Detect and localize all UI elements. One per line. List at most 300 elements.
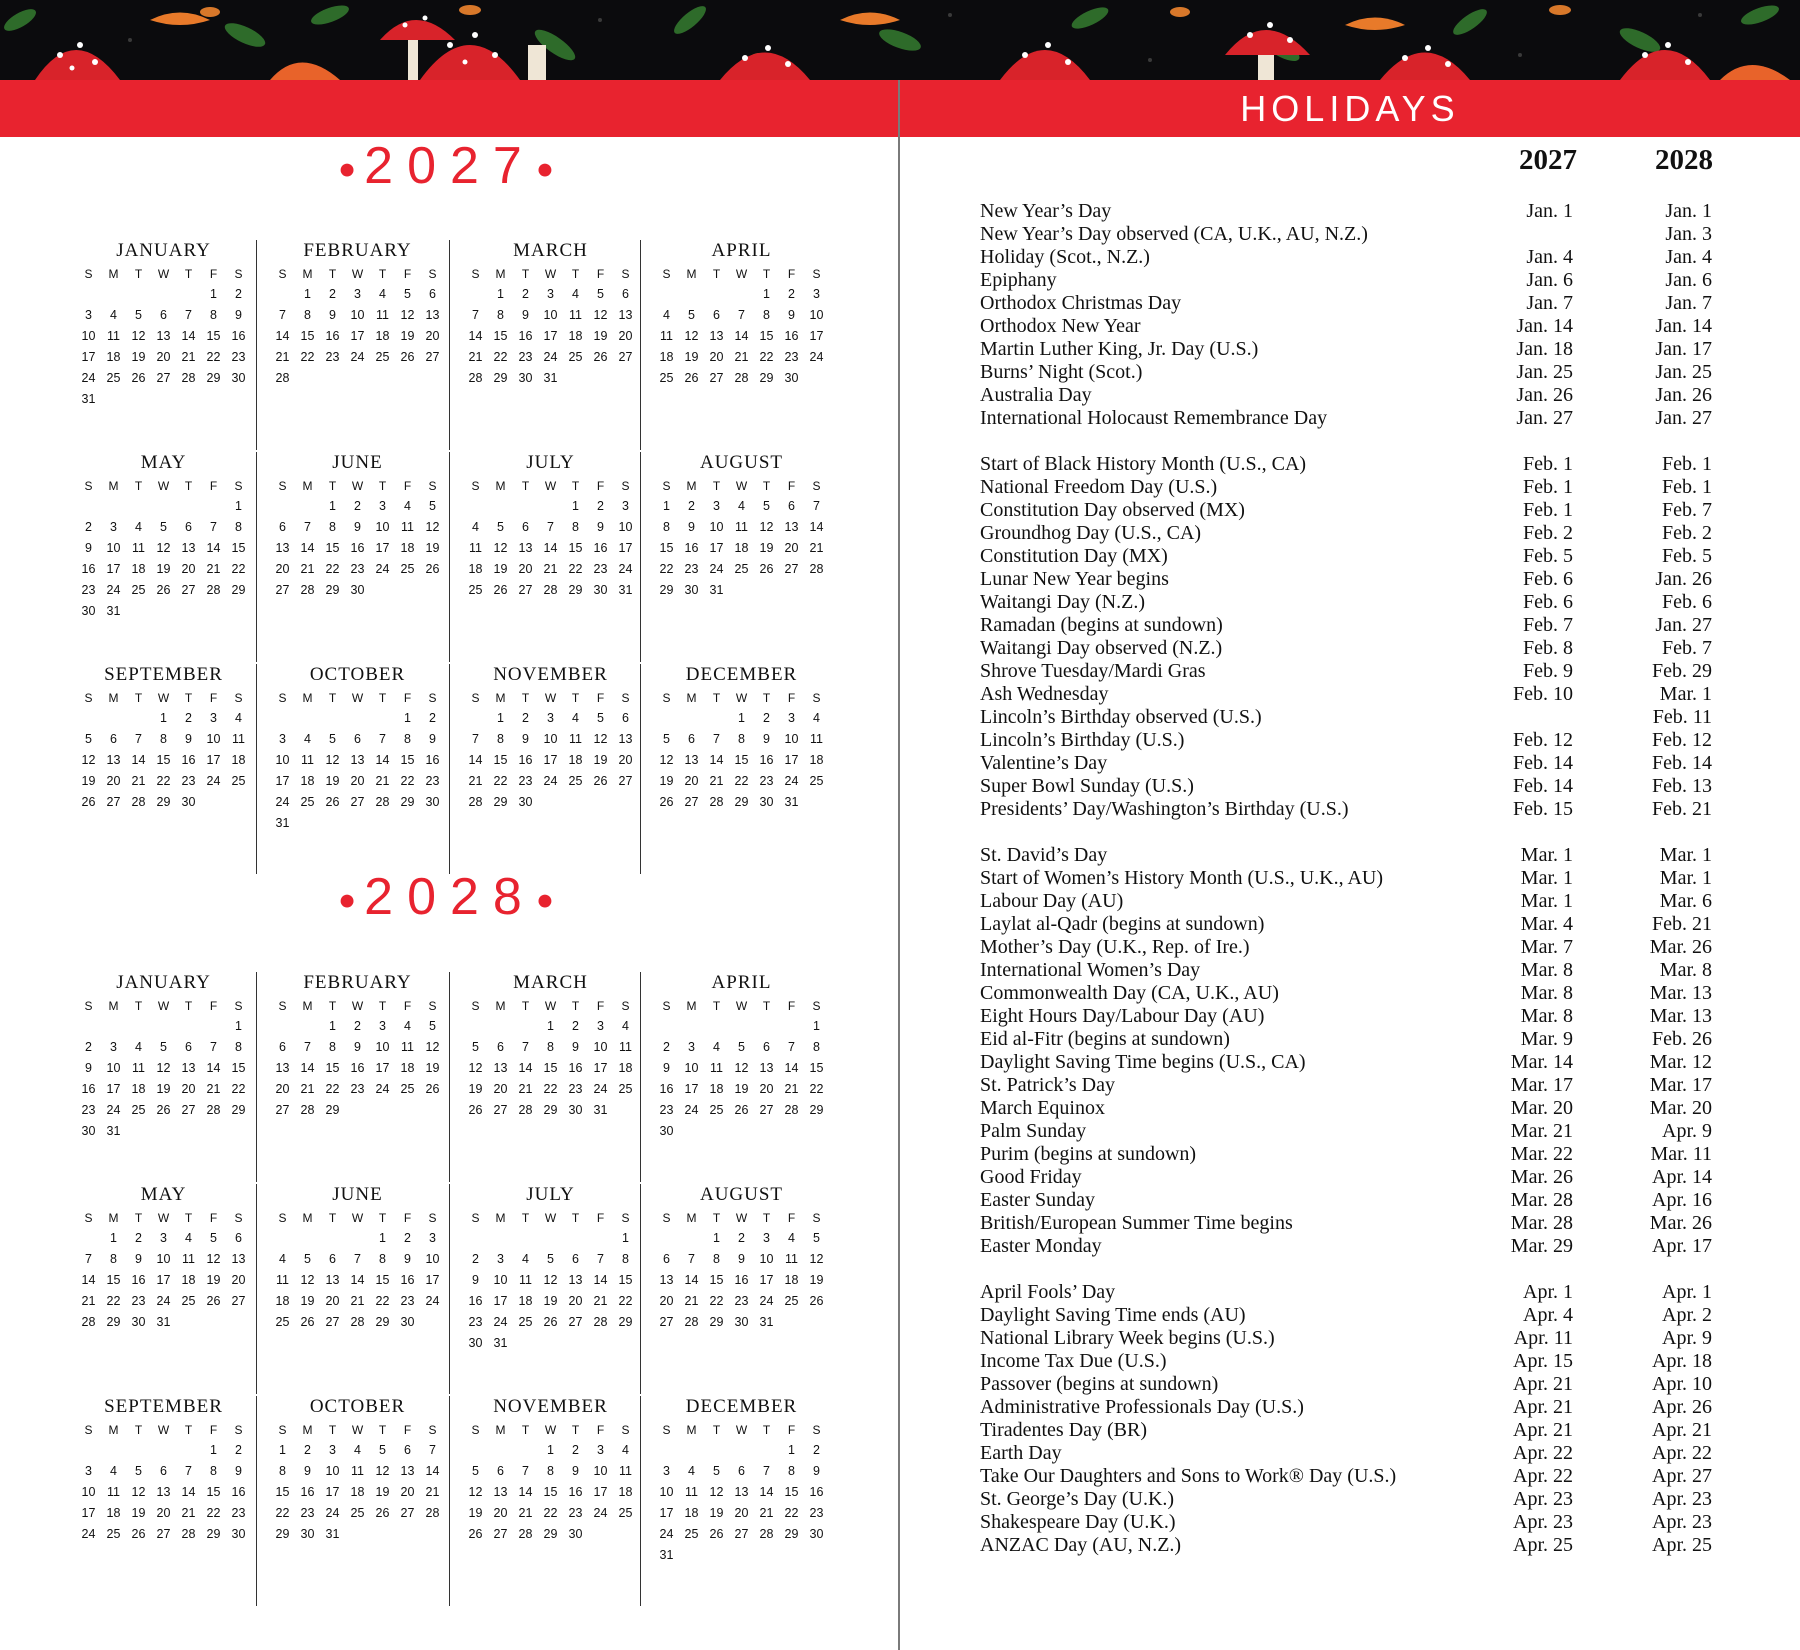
day-cell: 7 xyxy=(763,1464,770,1478)
day-cell xyxy=(370,1524,395,1545)
day-cell: 3 xyxy=(663,1464,670,1478)
weekday-label: S xyxy=(812,1211,821,1225)
day-cell: 27 xyxy=(156,1527,171,1541)
day-cell: 10 xyxy=(81,329,96,343)
week-row xyxy=(654,729,829,750)
day-cell: 7 xyxy=(688,1252,695,1266)
day-cell: 28 xyxy=(350,1315,365,1329)
day-cell: 22 xyxy=(493,350,508,364)
day-cell: 2 xyxy=(738,1231,745,1245)
day-cell: 28 xyxy=(206,583,221,597)
day-cell: 28 xyxy=(518,1103,533,1117)
week-row xyxy=(463,1482,638,1503)
day-cell: 4 xyxy=(622,1019,629,1033)
calendar-row xyxy=(76,970,826,1182)
day-cell: 24 xyxy=(593,1506,608,1520)
day-cell: 6 xyxy=(160,1464,167,1478)
week-row xyxy=(270,1270,445,1291)
day-cell: 20 xyxy=(181,562,196,576)
week-row xyxy=(270,1461,445,1482)
day-cell: 8 xyxy=(622,1252,629,1266)
day-cell xyxy=(201,1016,226,1037)
holiday-date-2028: Jan. 27 xyxy=(1655,407,1712,429)
weekday-label: F xyxy=(209,267,218,281)
month-february xyxy=(270,970,445,1182)
weekday-label: T xyxy=(184,479,193,493)
weekday-label: T xyxy=(521,267,530,281)
day-cell xyxy=(513,1333,538,1354)
day-cell: 12 xyxy=(156,1061,171,1075)
day-cell: 2 xyxy=(85,520,92,534)
holiday-date-2027: Apr. 15 xyxy=(1513,1350,1573,1372)
day-cell: 11 xyxy=(276,1273,289,1287)
day-cell: 22 xyxy=(275,1506,290,1520)
day-cell: 2 xyxy=(354,499,361,513)
day-cell: 28 xyxy=(425,1506,440,1520)
day-cell: 16 xyxy=(81,1082,96,1096)
day-cell: 26 xyxy=(300,1315,315,1329)
weekday-label: M xyxy=(302,267,313,281)
week-row xyxy=(76,1037,251,1058)
month-march xyxy=(463,238,638,450)
weekday-label: W xyxy=(157,691,170,705)
weekday-label: S xyxy=(428,479,437,493)
day-cell: 14 xyxy=(206,1061,221,1075)
bullet-icon: ● xyxy=(535,152,562,186)
day-cell xyxy=(226,601,251,622)
week-row xyxy=(76,1249,251,1270)
weekday-label: W xyxy=(735,999,748,1013)
day-cell: 17 xyxy=(350,329,365,343)
weekday-label: S xyxy=(234,1423,243,1437)
day-cell xyxy=(804,1312,829,1333)
holiday-name: Groundhog Day (U.S., CA) xyxy=(980,522,1202,544)
week-row xyxy=(270,1058,445,1079)
day-cell: 6 xyxy=(279,1040,286,1054)
day-cell: 28 xyxy=(468,795,483,809)
weekday-label: T xyxy=(328,267,337,281)
day-cell: 10 xyxy=(618,520,633,534)
day-cell: 5 xyxy=(329,732,336,746)
day-cell: 11 xyxy=(569,732,582,746)
day-cell xyxy=(101,284,126,305)
day-cell: 25 xyxy=(231,774,246,788)
weekday-label: S xyxy=(621,1211,630,1225)
day-cell: 7 xyxy=(472,308,479,322)
day-cell: 26 xyxy=(131,1527,146,1541)
day-cell: 19 xyxy=(543,1294,558,1308)
day-cell xyxy=(126,1440,151,1461)
day-cell xyxy=(704,708,729,729)
day-cell: 9 xyxy=(597,520,604,534)
day-cell xyxy=(395,368,420,389)
month-november xyxy=(463,662,638,874)
day-cell xyxy=(320,813,345,834)
day-cell: 30 xyxy=(300,1527,315,1541)
week-row xyxy=(76,729,251,750)
week-row xyxy=(270,813,445,834)
day-cell: 7 xyxy=(713,732,720,746)
day-cell xyxy=(679,1016,704,1037)
day-cell: 18 xyxy=(350,1485,365,1499)
day-cell: 28 xyxy=(468,371,483,385)
holiday-date-2027: Mar. 8 xyxy=(1520,959,1573,981)
day-cell: 18 xyxy=(231,753,246,767)
holiday-date-2027: Apr. 21 xyxy=(1513,1373,1573,1395)
weekday-label: S xyxy=(278,479,287,493)
weekday-header xyxy=(463,1208,638,1228)
day-cell: 7 xyxy=(597,1252,604,1266)
day-cell: 1 xyxy=(622,1231,629,1245)
weekday-label: S xyxy=(278,999,287,1013)
holiday-date-2028: Jan. 26 xyxy=(1655,568,1712,590)
holiday-name: New Year’s Day xyxy=(980,200,1112,222)
week-row xyxy=(76,1058,251,1079)
day-cell: 19 xyxy=(734,1082,749,1096)
day-cell: 5 xyxy=(379,1443,386,1457)
day-cell: 6 xyxy=(763,1040,770,1054)
month-divider xyxy=(640,452,641,662)
holiday-date-2028: Feb. 13 xyxy=(1652,775,1712,797)
day-cell xyxy=(201,496,226,517)
day-cell: 23 xyxy=(809,1506,824,1520)
day-cell: 6 xyxy=(738,1464,745,1478)
day-cell: 23 xyxy=(759,774,774,788)
day-cell: 29 xyxy=(206,1527,221,1541)
day-cell: 2 xyxy=(354,1019,361,1033)
day-cell: 10 xyxy=(206,732,221,746)
holiday-row xyxy=(980,936,1720,959)
day-cell: 18 xyxy=(131,562,146,576)
weekday-label: F xyxy=(209,999,218,1013)
day-cell xyxy=(76,496,101,517)
day-cell: 3 xyxy=(429,1231,436,1245)
weekday-label: S xyxy=(428,999,437,1013)
day-cell: 2 xyxy=(788,287,795,301)
week-row xyxy=(270,1016,445,1037)
day-cell: 3 xyxy=(210,711,217,725)
day-cell: 31 xyxy=(106,1124,121,1138)
month-divider xyxy=(449,1184,450,1394)
holiday-name: Lincoln’s Birthday (U.S.) xyxy=(980,729,1185,751)
day-cell: 4 xyxy=(135,520,142,534)
day-cell xyxy=(101,496,126,517)
day-cell: 24 xyxy=(709,562,724,576)
holiday-date-2028: Mar. 11 xyxy=(1650,1143,1712,1165)
day-cell: 22 xyxy=(809,1082,824,1096)
weekday-label: T xyxy=(521,1423,530,1437)
weekday-label: M xyxy=(108,1423,119,1437)
holiday-row xyxy=(980,867,1720,890)
day-cell: 27 xyxy=(734,1527,749,1541)
holiday-date-2028: Mar. 6 xyxy=(1659,890,1712,912)
day-cell: 3 xyxy=(497,1252,504,1266)
holiday-date-2027: Mar. 1 xyxy=(1520,890,1573,912)
day-cell: 14 xyxy=(468,753,483,767)
day-cell: 22 xyxy=(493,774,508,788)
day-cell: 31 xyxy=(659,1548,674,1562)
month-march xyxy=(463,970,638,1182)
weekday-label: F xyxy=(403,1423,412,1437)
holiday-date-2028: Feb. 26 xyxy=(1652,1028,1712,1050)
day-cell: 14 xyxy=(518,1485,533,1499)
day-cell: 25 xyxy=(181,1294,196,1308)
day-cell: 10 xyxy=(325,1464,340,1478)
day-cell: 16 xyxy=(784,329,799,343)
week-row xyxy=(270,771,445,792)
day-cell: 2 xyxy=(688,499,695,513)
year-label: 2028 xyxy=(364,868,536,926)
holiday-row xyxy=(980,1511,1720,1534)
day-cell: 8 xyxy=(110,1252,117,1266)
holiday-date-2028: Apr. 1 xyxy=(1662,1281,1712,1303)
holiday-date-2027: Apr. 22 xyxy=(1513,1442,1573,1464)
day-cell: 27 xyxy=(275,1103,290,1117)
day-cell: 15 xyxy=(275,1485,290,1499)
week-row xyxy=(270,559,445,580)
day-cell: 5 xyxy=(472,1464,479,1478)
holiday-name: Easter Sunday xyxy=(980,1189,1095,1211)
weekday-label: S xyxy=(662,691,671,705)
weekday-label: F xyxy=(787,267,796,281)
day-cell: 12 xyxy=(375,1464,390,1478)
holiday-name: National Freedom Day (U.S.) xyxy=(980,476,1218,498)
weekday-label: T xyxy=(571,1423,580,1437)
day-cell: 3 xyxy=(354,287,361,301)
day-cell: 13 xyxy=(425,308,440,322)
day-cell: 4 xyxy=(572,711,579,725)
week-row xyxy=(463,1461,638,1482)
calendar-row xyxy=(76,662,826,874)
weekday-header xyxy=(654,688,829,708)
weekday-label: S xyxy=(278,267,287,281)
day-cell: 19 xyxy=(659,774,674,788)
day-cell: 7 xyxy=(304,520,311,534)
day-cell: 19 xyxy=(425,1061,440,1075)
day-cell xyxy=(588,1524,613,1545)
week-row xyxy=(270,750,445,771)
weekday-label: T xyxy=(378,479,387,493)
day-cell xyxy=(654,1016,679,1037)
day-cell: 18 xyxy=(400,1061,415,1075)
month-divider xyxy=(256,240,257,450)
holiday-row xyxy=(980,1304,1720,1327)
weekday-label: M xyxy=(495,691,506,705)
holiday-name: British/European Summer Time begins xyxy=(980,1212,1293,1234)
holiday-date-2027: Apr. 21 xyxy=(1513,1396,1573,1418)
month-name: JULY xyxy=(526,1184,575,1205)
holiday-date-2028: Feb. 12 xyxy=(1652,729,1712,751)
day-cell xyxy=(513,1440,538,1461)
day-cell xyxy=(295,1228,320,1249)
day-cell: 11 xyxy=(710,1061,723,1075)
day-cell: 25 xyxy=(131,1103,146,1117)
day-cell: 13 xyxy=(734,1485,749,1499)
week-row xyxy=(463,1037,638,1058)
weekday-label: T xyxy=(328,1211,337,1225)
day-cell: 12 xyxy=(400,308,415,322)
weekday-header xyxy=(76,996,251,1016)
day-cell: 6 xyxy=(497,1464,504,1478)
day-cell: 9 xyxy=(304,1464,311,1478)
weekday-label: W xyxy=(351,691,364,705)
holiday-date-2027: Feb. 2 xyxy=(1523,522,1573,544)
week-row xyxy=(654,1228,829,1249)
week-row xyxy=(76,538,251,559)
day-cell: 4 xyxy=(135,1040,142,1054)
day-cell: 29 xyxy=(231,1103,246,1117)
day-cell: 20 xyxy=(156,350,171,364)
week-row xyxy=(654,1058,829,1079)
day-cell: 31 xyxy=(275,816,290,830)
day-cell: 22 xyxy=(734,774,749,788)
month-name: JANUARY xyxy=(116,972,211,993)
week-row xyxy=(463,1503,638,1524)
holiday-name: Australia Day xyxy=(980,384,1092,406)
month-name: SEPTEMBER xyxy=(104,1396,223,1417)
holiday-name: Passover (begins at sundown) xyxy=(980,1373,1219,1395)
weekday-label: T xyxy=(712,1211,721,1225)
day-cell: 15 xyxy=(493,753,508,767)
day-cell: 5 xyxy=(160,520,167,534)
weekday-label: S xyxy=(471,691,480,705)
month-june xyxy=(270,450,445,662)
day-cell: 29 xyxy=(784,1527,799,1541)
day-cell: 28 xyxy=(181,371,196,385)
day-cell: 14 xyxy=(181,1485,196,1499)
day-cell: 26 xyxy=(734,1103,749,1117)
day-cell: 7 xyxy=(135,732,142,746)
day-cell: 23 xyxy=(568,1506,583,1520)
day-cell xyxy=(126,1121,151,1142)
day-cell: 23 xyxy=(518,774,533,788)
week-row xyxy=(654,1121,829,1142)
day-cell: 27 xyxy=(518,583,533,597)
holiday-row xyxy=(980,913,1720,936)
day-cell: 8 xyxy=(235,520,242,534)
day-cell: 4 xyxy=(110,308,117,322)
day-cell xyxy=(679,1121,704,1142)
day-cell: 28 xyxy=(518,1527,533,1541)
day-cell: 5 xyxy=(597,711,604,725)
holiday-date-2028: Feb. 14 xyxy=(1652,752,1712,774)
holiday-date-2027: Feb. 10 xyxy=(1513,683,1573,705)
weekday-label: F xyxy=(403,999,412,1013)
day-cell xyxy=(151,601,176,622)
day-cell: 20 xyxy=(759,1082,774,1096)
day-cell: 27 xyxy=(759,1103,774,1117)
holiday-date-2028: Jan. 14 xyxy=(1655,315,1712,337)
week-row xyxy=(654,1270,829,1291)
day-cell: 8 xyxy=(404,732,411,746)
day-cell: 20 xyxy=(493,1506,508,1520)
month-october xyxy=(270,662,445,874)
day-cell xyxy=(463,708,488,729)
day-cell: 6 xyxy=(713,308,720,322)
day-cell: 14 xyxy=(543,541,558,555)
day-cell: 14 xyxy=(81,1273,96,1287)
day-cell: 16 xyxy=(734,1273,749,1287)
holiday-date-2028: Apr. 27 xyxy=(1652,1465,1712,1487)
day-cell: 29 xyxy=(400,795,415,809)
holiday-date-2028: Apr. 16 xyxy=(1652,1189,1712,1211)
day-cell: 23 xyxy=(518,350,533,364)
weekday-label: S xyxy=(621,999,630,1013)
day-cell: 15 xyxy=(300,329,315,343)
day-cell: 20 xyxy=(734,1506,749,1520)
day-cell: 26 xyxy=(375,1506,390,1520)
day-cell xyxy=(488,1016,513,1037)
day-cell: 5 xyxy=(85,732,92,746)
holiday-row xyxy=(980,292,1720,315)
day-cell: 3 xyxy=(622,499,629,513)
day-cell: 29 xyxy=(543,1103,558,1117)
day-cell: 18 xyxy=(275,1294,290,1308)
day-cell: 16 xyxy=(568,1485,583,1499)
weekday-label: W xyxy=(351,479,364,493)
day-cell: 6 xyxy=(788,499,795,513)
day-cell: 12 xyxy=(468,1485,483,1499)
day-cell xyxy=(151,389,176,410)
day-cell xyxy=(729,1016,754,1037)
day-cell: 5 xyxy=(404,287,411,301)
day-cell: 2 xyxy=(185,711,192,725)
weekday-label: S xyxy=(621,691,630,705)
weekday-label: T xyxy=(762,1211,771,1225)
week-row xyxy=(654,1482,829,1503)
holiday-date-2028: Apr. 23 xyxy=(1652,1488,1712,1510)
holiday-row xyxy=(980,729,1720,752)
day-cell: 10 xyxy=(684,1061,699,1075)
week-row xyxy=(654,1503,829,1524)
holiday-row xyxy=(980,775,1720,798)
day-cell: 24 xyxy=(106,1103,121,1117)
day-cell xyxy=(463,496,488,517)
week-row xyxy=(270,708,445,729)
day-cell: 1 xyxy=(788,1443,795,1457)
day-cell xyxy=(345,1100,370,1121)
holiday-date-2027: Apr. 4 xyxy=(1523,1304,1573,1326)
day-cell: 4 xyxy=(185,1231,192,1245)
month-name: MARCH xyxy=(513,240,588,261)
weekday-label: T xyxy=(184,267,193,281)
day-cell: 1 xyxy=(210,287,217,301)
day-cell: 23 xyxy=(81,583,96,597)
weekday-label: F xyxy=(596,479,605,493)
day-cell: 6 xyxy=(404,1443,411,1457)
weekday-label: M xyxy=(686,691,697,705)
weekday-label: S xyxy=(662,999,671,1013)
day-cell: 8 xyxy=(738,732,745,746)
day-cell: 17 xyxy=(543,753,558,767)
mushroom-pattern-icon xyxy=(0,0,1800,80)
day-cell: 24 xyxy=(543,350,558,364)
weekday-label: W xyxy=(351,1423,364,1437)
day-cell: 28 xyxy=(275,371,290,385)
day-cell: 21 xyxy=(468,774,483,788)
calendar-row xyxy=(76,1394,826,1606)
weekday-label: S xyxy=(84,999,93,1013)
weekday-header xyxy=(463,996,638,1016)
day-cell: 21 xyxy=(759,1506,774,1520)
week-row xyxy=(270,1312,445,1333)
day-cell: 8 xyxy=(663,520,670,534)
day-cell: 17 xyxy=(375,1061,390,1075)
holiday-date-2027: Mar. 29 xyxy=(1510,1235,1573,1257)
day-cell: 13 xyxy=(156,329,171,343)
day-cell: 3 xyxy=(713,499,720,513)
weekday-label: W xyxy=(351,999,364,1013)
